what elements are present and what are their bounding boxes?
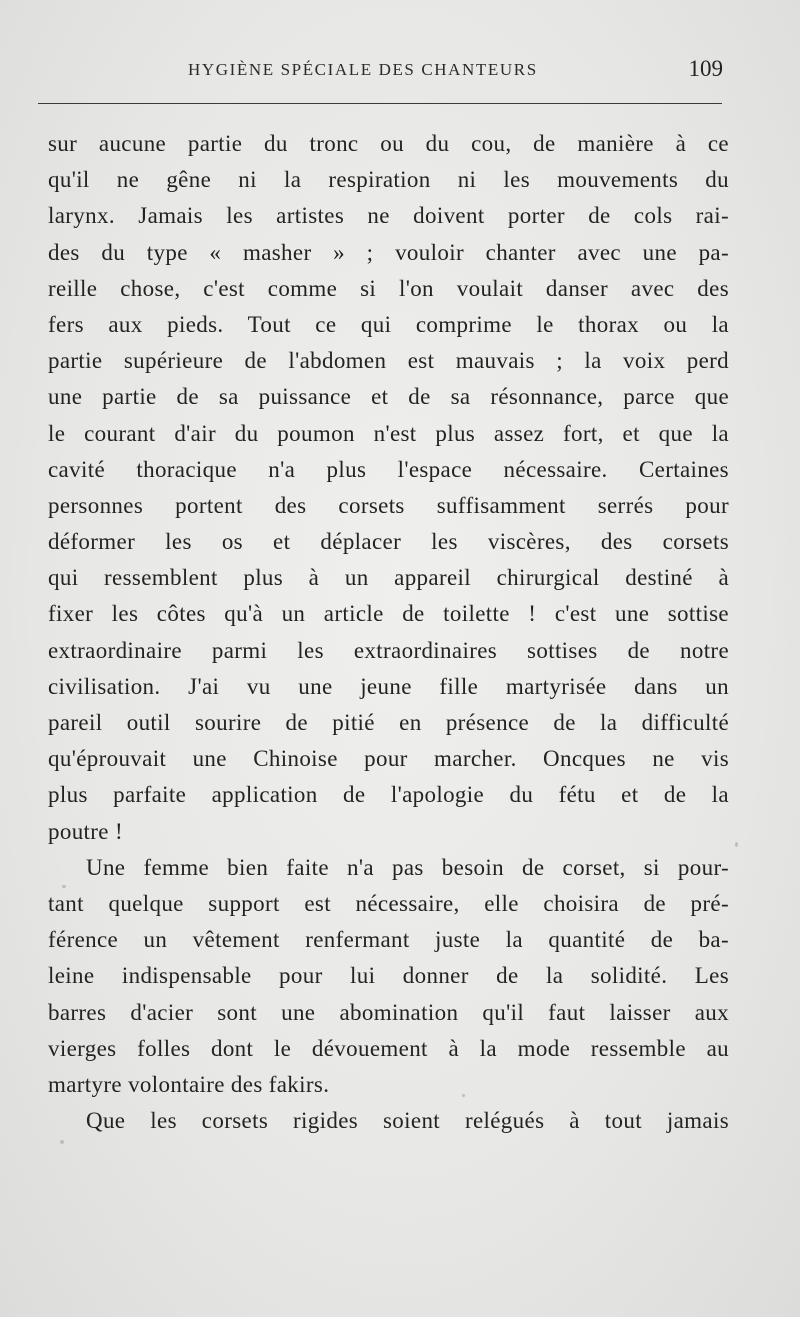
text-line: civilisation. J'ai vu une jeune fille martyrisée dans un <box>48 673 729 699</box>
text-line: tant quelque support est nécessaire, elle choisira de pré- <box>48 890 729 916</box>
paragraph-start-line: Une femme bien faite n'a pas besoin de corset, si pour- <box>86 854 729 880</box>
text-line: qu'éprouvait une Chinoise pour marcher. Oncques ne vis <box>48 746 729 772</box>
text-line: extraordinaire parmi les extraordinaires sottises de notre <box>48 637 729 663</box>
text-line: férence un vêtement renfermant juste la quantité de ba- <box>48 927 729 953</box>
text-line: le courant d'air du poumon n'est plus assez fort, et que la <box>48 420 729 446</box>
text-line: barres d'acier sont une abomination qu'il faut laisser aux <box>48 999 729 1025</box>
text-line: déformer les os et déplacer les viscères, des corsets <box>48 529 729 555</box>
page-header <box>48 58 728 90</box>
text-line: vierges folles dont le dévouement à la mode ressemble au <box>48 1035 729 1061</box>
text-line: cavité thoracique n'a plus l'espace nécessaire. Certaines <box>48 456 729 482</box>
text-line: sur aucune partie du tronc ou du cou, de manière à ce <box>48 131 729 156</box>
running-title: HYGIÈNE SPÉCIALE DES CHANTEURS <box>188 60 538 79</box>
page-number: 109 <box>688 56 723 81</box>
paragraph-end-line: martyre volontaire des fakirs. <box>48 1071 330 1097</box>
text-line: fers aux pieds. Tout ce qui comprime le thorax ou la <box>48 311 729 337</box>
text-line: une partie de sa puissance et de sa résonnance, parce que <box>48 384 729 410</box>
text-line: fixer les côtes qu'à un article de toilette ! c'est une sottise <box>48 601 729 627</box>
paper-speck <box>735 842 738 847</box>
text-line: qu'il ne gêne ni la respiration ni les mouvements du <box>48 167 729 193</box>
paragraph-end-line: poutre ! <box>48 818 123 844</box>
text-line: des du type « masher » ; vouloir chanter avec une pa- <box>48 239 729 265</box>
text-line: larynx. Jamais les artistes ne doivent porter de cols rai- <box>48 203 729 229</box>
paper-speck <box>60 1140 64 1144</box>
text-line: partie supérieure de l'abdomen est mauvais ; la voix perd <box>48 348 729 374</box>
text-line: pareil outil sourire de pitié en présence de la difficulté <box>48 710 729 735</box>
header-rule <box>38 103 722 104</box>
paper-speck <box>462 1094 465 1097</box>
body-text <box>48 126 729 1139</box>
text-line: personnes portent des corsets suffisamment serrés pour <box>48 492 729 518</box>
paragraph-start-line: Que les corsets rigides soient relégués à tout jamais <box>86 1108 729 1134</box>
paper-speck <box>62 885 66 888</box>
text-line: plus parfaite application de l'apologie du fétu et de la <box>48 782 729 808</box>
text-line: leine indispensable pour lui donner de la solidité. Les <box>48 963 729 989</box>
text-line: qui ressemblent plus à un appareil chirurgical destiné à <box>48 565 729 591</box>
text-line: reille chose, c'est comme si l'on voulait danser avec des <box>48 275 729 301</box>
